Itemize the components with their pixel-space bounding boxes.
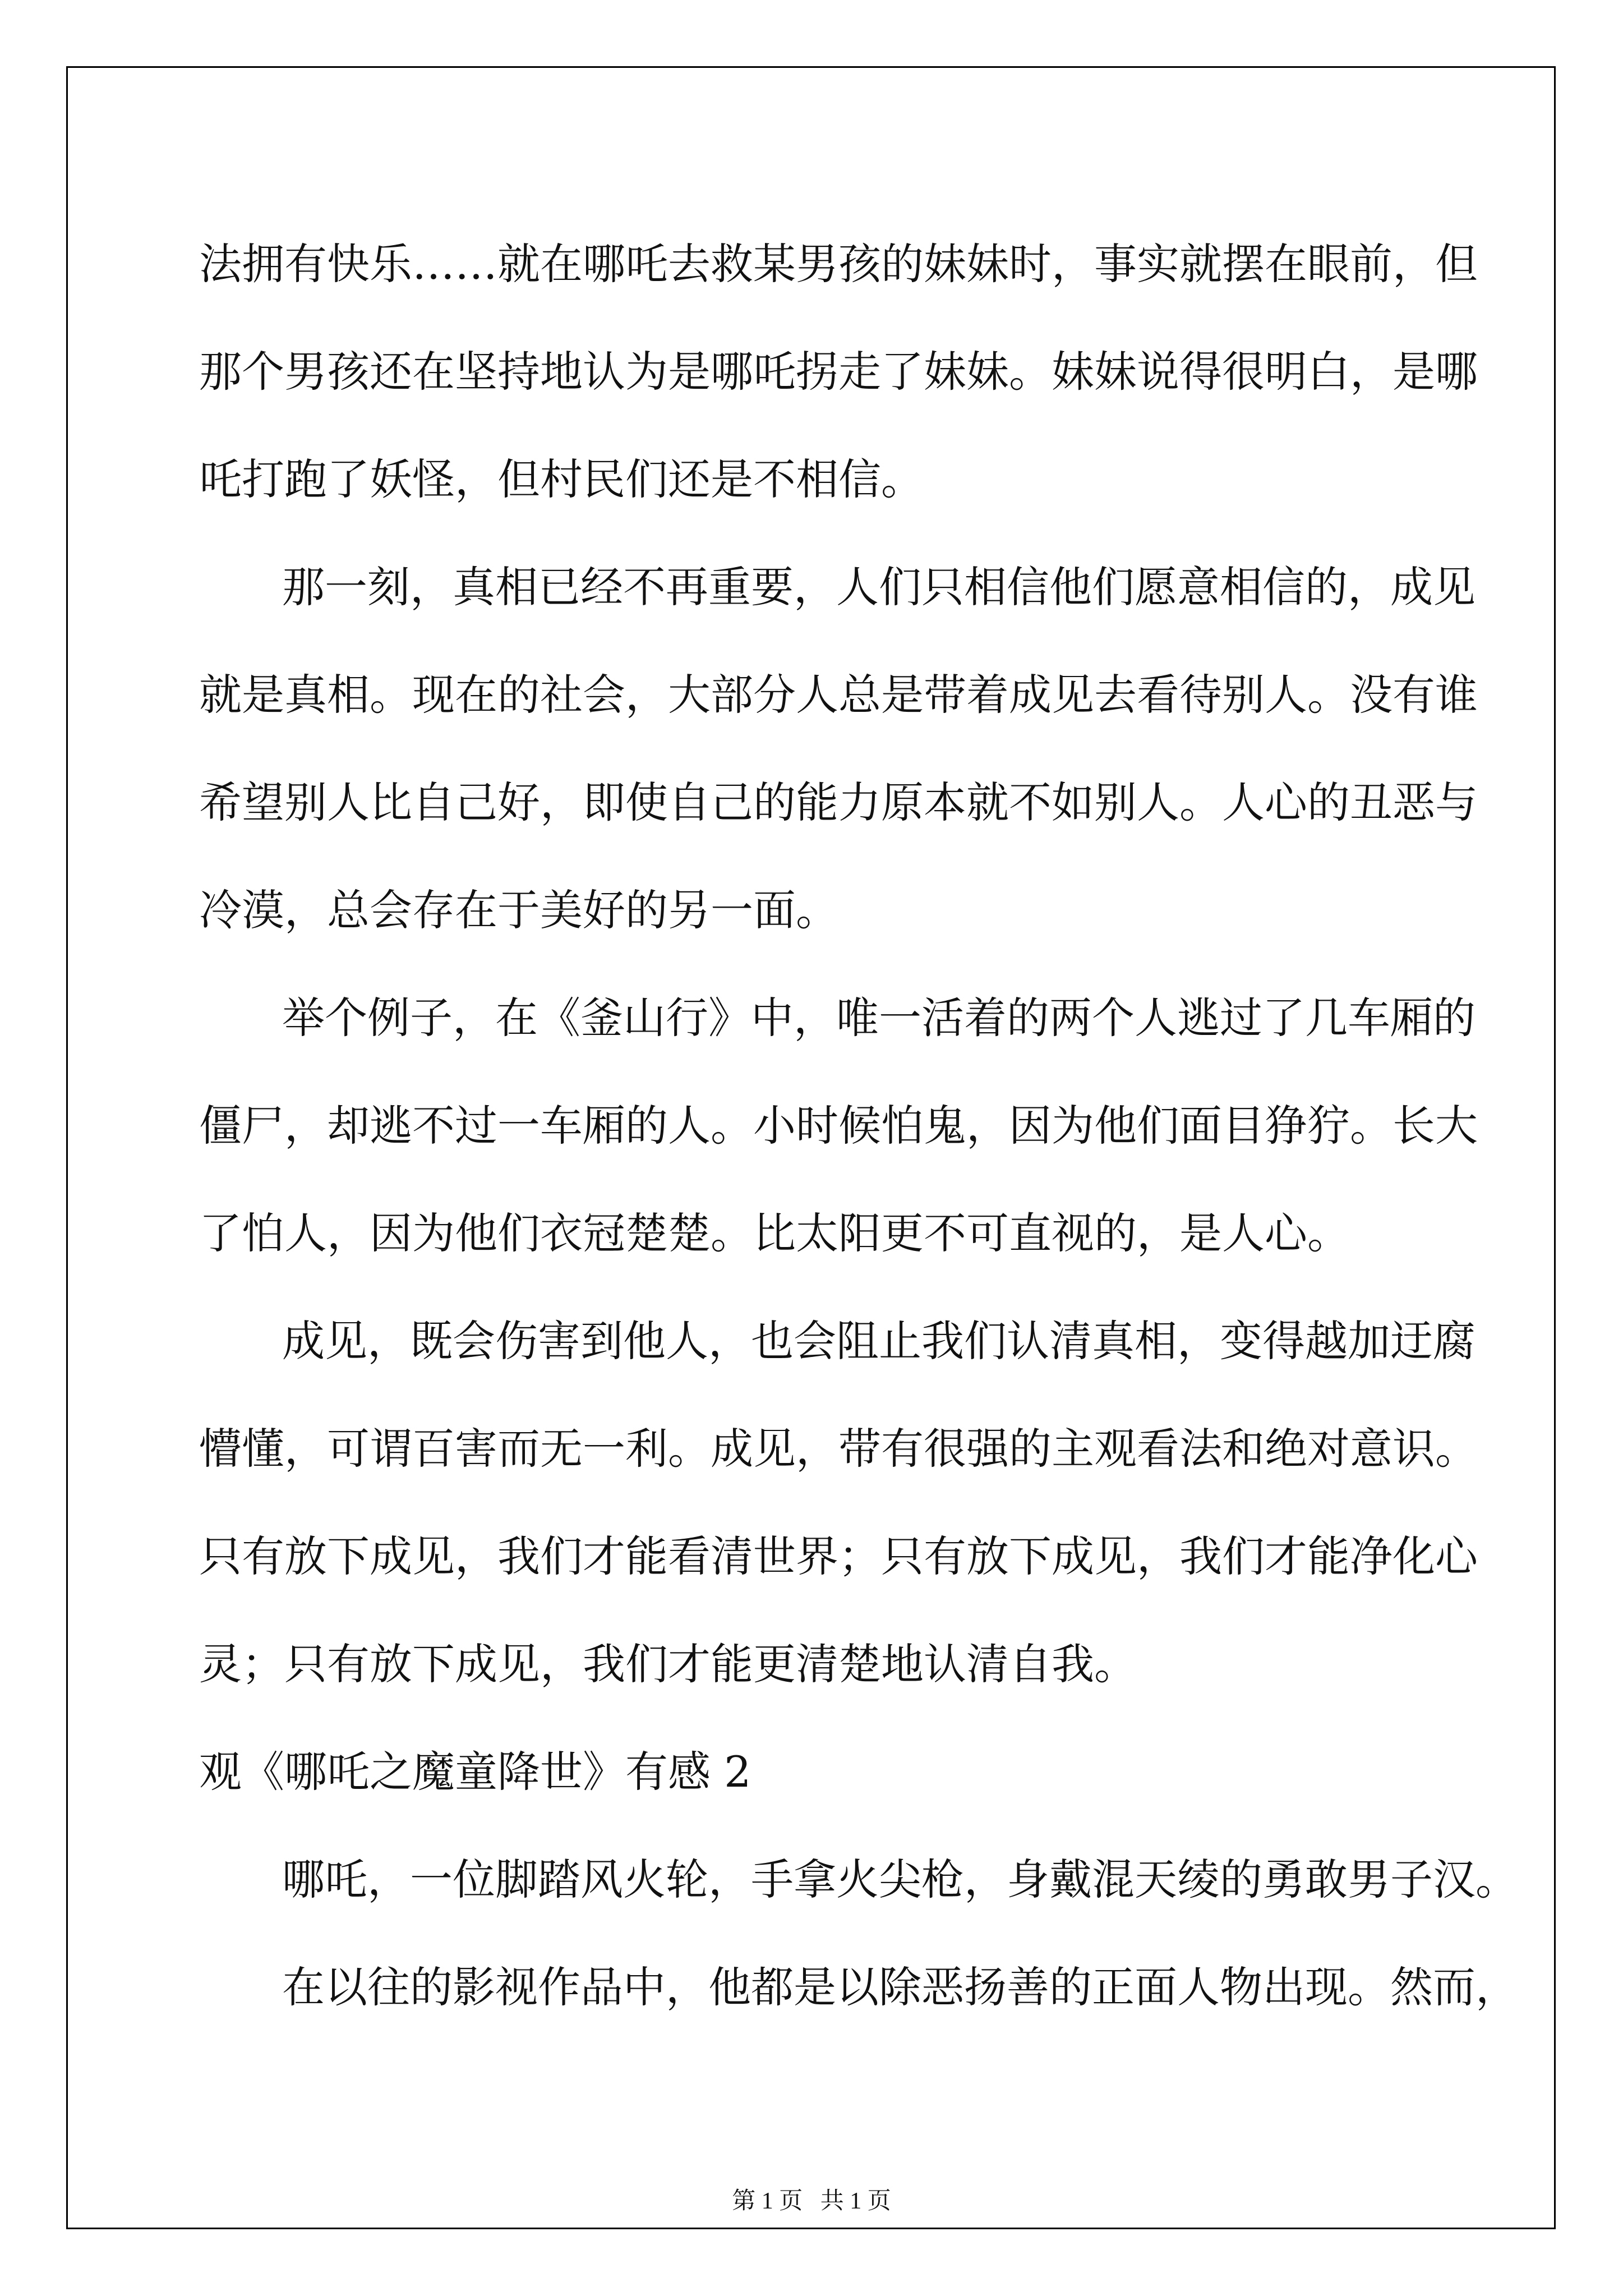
text-line: 冷漠，总会存在于美好的另一面。 [199,885,838,935]
paragraph-start-line: 那一刻，真相已经不再重要，人们只相信他们愿意相信的，成见 [282,562,1476,612]
page-number-footer: 第 1 页 共 1 页 [732,2188,891,2214]
text-line: 僵尸，却逃不过一车厢的人。小时候怕鬼，因为他们面目狰狞。长大 [199,1101,1478,1151]
text-line: 灵；只有放下成见，我们才能更清楚地认清自我。 [199,1639,1137,1689]
paragraph-start-line: 在以往的影视作品中，他都是以除恶扬善的正面人物出现。然而， [282,1962,1518,2012]
text-line: 只有放下成见，我们才能看清世界；只有放下成见，我们才能净化心 [199,1531,1478,1581]
text-line: 那个男孩还在坚持地认为是哪吒拐走了妹妹。妹妹说得很明白，是哪 [199,347,1478,397]
paragraph-start-line: 成见，既会伤害到他人，也会阻止我们认清真相，变得越加迂腐 [282,1316,1476,1366]
text-line: 了怕人，因为他们衣冠楚楚。比太阳更不可直视的，是人心。 [199,1208,1350,1258]
document-body [199,210,1518,2041]
paragraph-start-line: 哪吒，一位脚踏风火轮，手拿火尖枪，身戴混天绫的勇敢男子汉。 [282,1855,1518,1904]
text-line: 希望别人比自己好，即使自己的能力原本就不如别人。人心的丑恶与 [199,777,1478,827]
text-line: 吒打跑了妖怪，但村民们还是不相信。 [199,454,924,504]
text-line: 法拥有快乐……就在哪吒去救某男孩的妹妹时，事实就摆在眼前，但 [199,239,1478,289]
text-line: 懵懂，可谓百害而无一利。成见，带有很强的主观看法和绝对意识。 [199,1424,1478,1474]
section-heading: 观《哪吒之魔童降世》有感 2 [199,1747,751,1797]
paragraph-start-line: 举个例子，在《釜山行》中，唯一活着的两个人逃过了几车厢的 [282,993,1476,1043]
text-line: 就是真相。现在的社会，大部分人总是带着成见去看待别人。没有谁 [199,670,1478,720]
